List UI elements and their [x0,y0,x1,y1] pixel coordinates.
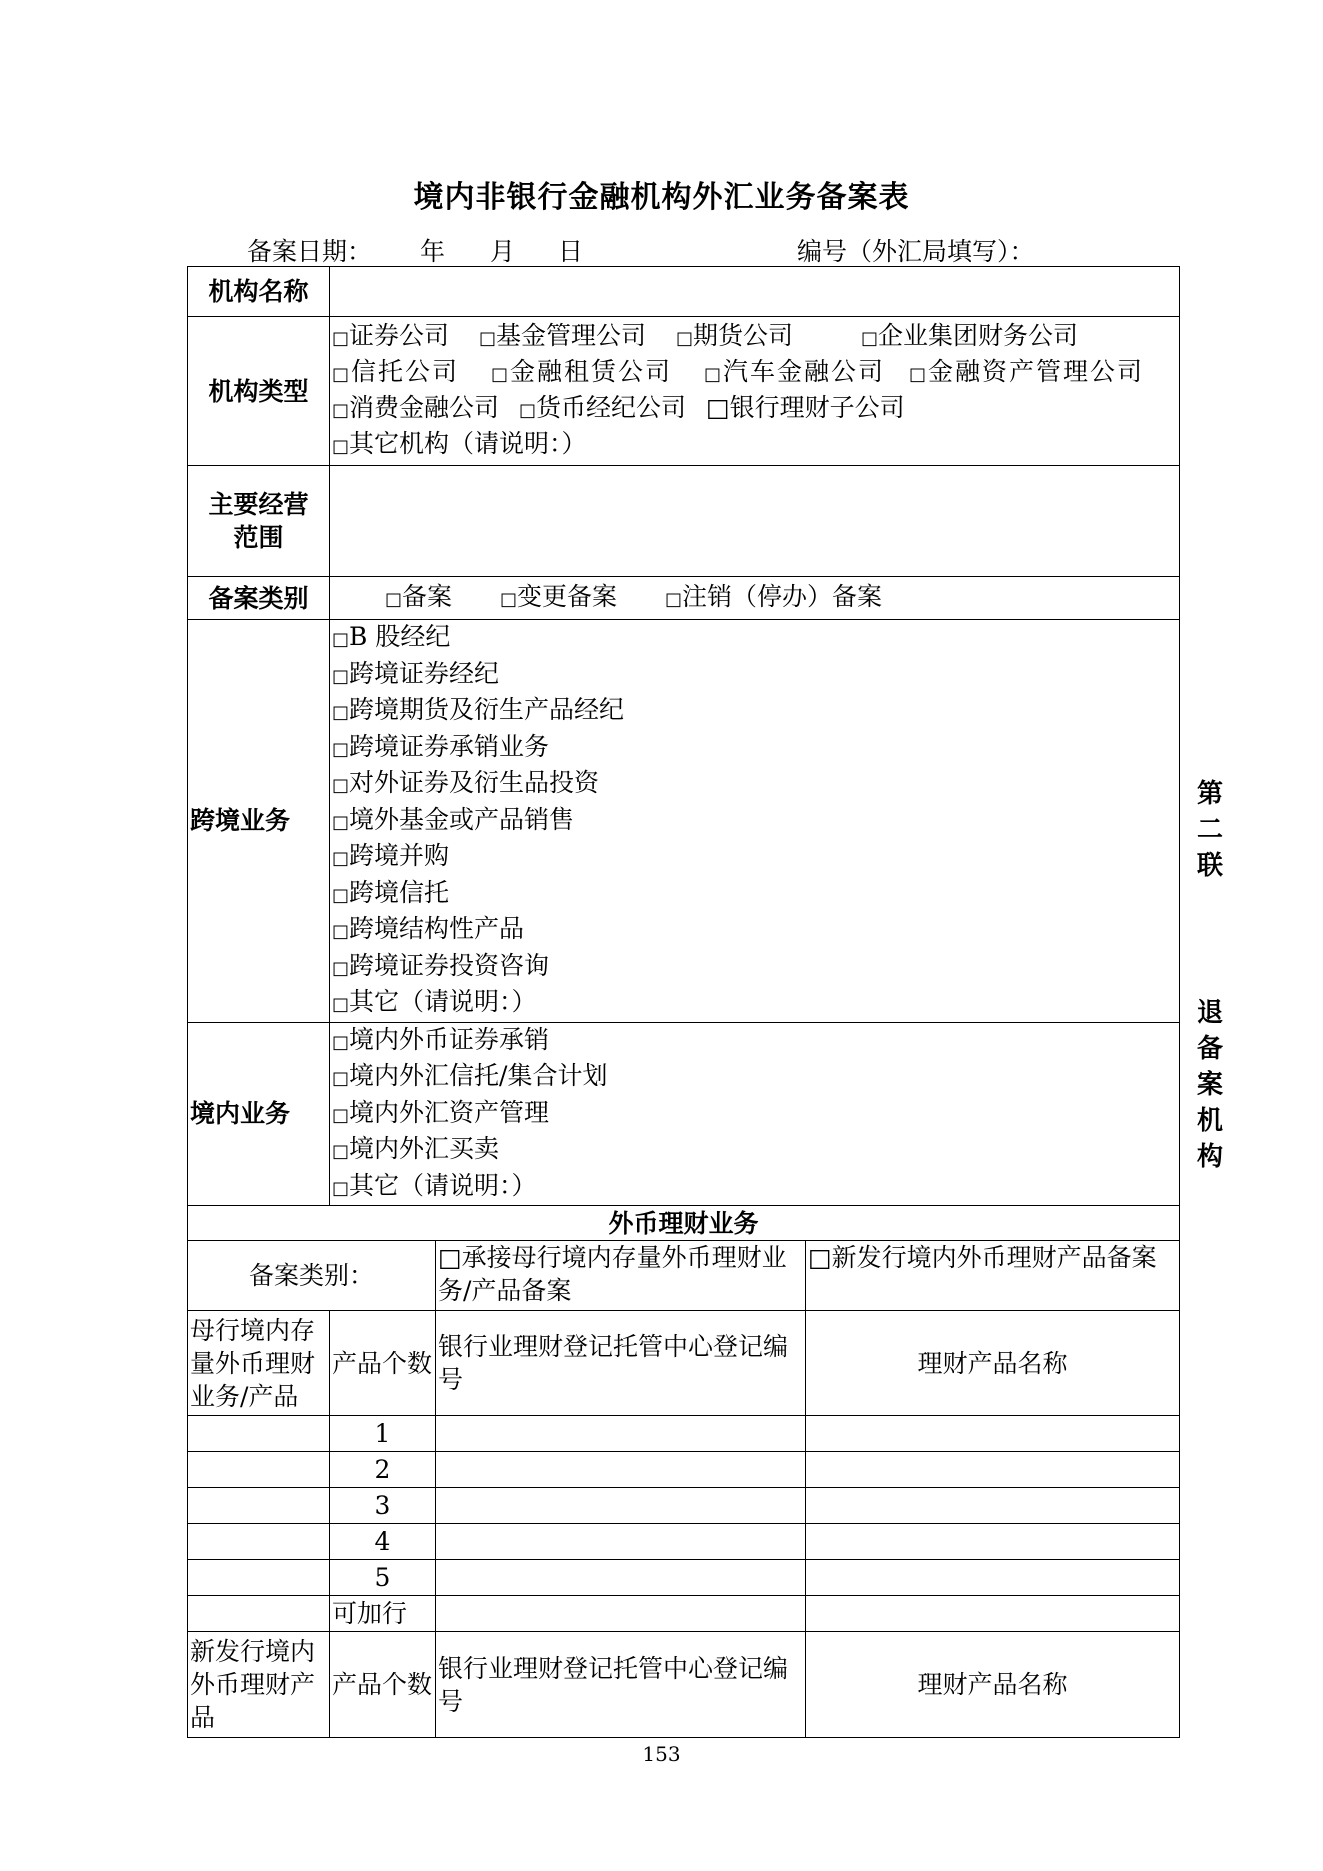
checkbox-icon: □ [908,364,928,385]
fx-filing-label: 备案类别： [188,1241,436,1311]
institution-type-row [332,355,1177,391]
institution-type-label: 机构类型 [188,317,330,466]
checkbox-icon: □ [332,921,350,942]
label-line: 范围 [233,523,284,552]
side-char: 机 [1196,1106,1223,1136]
checkbox-domestic-asset-mgmt[interactable] [332,1096,1177,1133]
option-label: 注销（停办）备案 [681,582,882,611]
checkbox-icon: □ [490,364,510,385]
option-label: 期货公司 [692,321,793,350]
checkbox-cross-trust[interactable] [332,876,1177,913]
product-name-cell[interactable] [806,1452,1180,1488]
institution-type-options [330,317,1180,466]
checkbox-icon: □ [332,1104,350,1126]
side-char: 二 [1196,815,1223,845]
add-row-label: 可加行 [330,1596,436,1632]
option-label: 跨境信托 [349,877,450,907]
table-row [188,1452,1180,1488]
checkbox-icon: □ [332,1177,350,1199]
option-label: 境内外汇信托/集合计划 [349,1061,608,1090]
row-domestic [188,1022,1180,1206]
option-label: B 股经纪 [349,622,451,651]
checkbox-cross-mna[interactable] [332,839,1177,876]
checkbox-domestic-trust[interactable] [332,1059,1177,1096]
option-label: 境内外汇买卖 [349,1134,500,1163]
institution-name-field[interactable] [330,267,1180,317]
checkbox-icon: □ [332,1068,350,1089]
institution-name-label: 机构名称 [188,267,330,317]
option-label: 对外证券及衍生品投资 [349,768,600,797]
cross-border-label: 跨境业务 [188,620,330,1023]
checkbox-inherit-parent[interactable] [436,1241,806,1311]
side-char: 备 [1196,1034,1223,1064]
institution-type-row [332,427,1177,463]
row-institution-name [188,267,1180,317]
parent-stock-label: 母行境内存量外币理财业务/产品 [188,1311,330,1416]
business-scope-field[interactable] [330,466,1180,577]
table-row [188,1416,1180,1452]
checkbox-icon: □ [332,436,350,457]
row-fx-filing-type [188,1241,1180,1311]
domestic-options [330,1022,1180,1206]
product-name-cell[interactable] [806,1596,1180,1632]
checkbox-wealth-subsidiary[interactable] [706,393,905,422]
blank-cell [188,1488,330,1524]
product-name-label: 理财产品名称 [806,1311,1180,1416]
side-label-top [1190,776,1230,884]
option-label: 承接母行境内存量外币理财业务/产品备案 [438,1243,787,1305]
checkbox-trust[interactable] [332,357,459,386]
checkbox-futures[interactable] [676,321,793,350]
side-char: 案 [1196,1070,1223,1100]
option-label: 跨境证券经纪 [349,658,500,688]
checkbox-cross-underwriting[interactable] [332,730,1177,767]
page-number: 153 [642,1742,681,1766]
business-scope-label [188,466,330,577]
checkbox-icon: □ [703,364,723,385]
form-title: 境内非银行金融机构外汇业务备案表 [413,180,910,215]
registration-number-cell[interactable] [436,1416,806,1452]
option-label: 跨境证券投资咨询 [349,950,550,980]
checkbox-icon: □ [385,589,403,610]
checkbox-money-broker[interactable] [519,393,686,422]
blank-cell [188,1416,330,1452]
side-char: 构 [1196,1142,1223,1172]
checkbox-icon: □ [332,629,350,650]
registration-number-cell[interactable] [436,1560,806,1596]
checkbox-icon: □ [332,1031,350,1053]
option-label: 跨境期货及衍生产品经纪 [349,695,625,724]
checkbox-icon: □ [332,775,350,796]
product-count-label: 产品个数 [330,1311,436,1416]
checkbox-domestic-fx-trading[interactable] [332,1132,1177,1169]
blank-cell [188,1596,330,1632]
option-label: 跨境结构性产品 [349,914,525,943]
table-row [188,1524,1180,1560]
checkbox-icon: □ [332,1141,350,1162]
row-filing-type [188,577,1180,620]
checkbox-cross-other[interactable] [332,985,1177,1022]
registration-number-cell[interactable] [436,1452,806,1488]
checkbox-icon: □ [478,328,496,349]
row-institution-type [188,317,1180,466]
institution-type-row [332,319,1177,355]
checkbox-group-finance[interactable] [861,321,1078,350]
checkbox-icon: □ [332,957,350,979]
checkbox-consumer-finance[interactable] [332,393,499,422]
option-label: 境内外币证券承销 [349,1024,550,1054]
checkbox-fund-management[interactable] [479,321,646,350]
checkbox-icon: □ [499,589,517,610]
checkbox-change-filing[interactable] [500,582,617,611]
product-name-label: 理财产品名称 [806,1632,1180,1738]
day-label: 日 [558,237,584,266]
checkbox-outbound-investment[interactable] [332,766,1177,803]
row-business-scope [188,466,1180,577]
filing-type-options [330,577,1180,620]
option-label: 跨境证券承销业务 [349,731,550,761]
checkbox-icon: □ [332,848,350,869]
checkbox-financial-leasing[interactable] [491,357,672,386]
checkbox-icon: □ [675,328,693,349]
registration-number-cell[interactable] [436,1488,806,1524]
registration-number-cell[interactable] [436,1596,806,1632]
checkbox-icon: □ [705,393,730,422]
checkbox-b-share-brokerage[interactable] [332,620,1177,657]
option-label: 基金管理公司 [496,321,647,350]
filing-type-label: 备案类别 [188,577,330,620]
checkbox-new-issue[interactable] [806,1241,1180,1311]
checkbox-cross-futures-brokerage[interactable] [332,693,1177,730]
checkbox-icon: □ [332,328,350,349]
product-name-cell[interactable] [806,1488,1180,1524]
new-issue-label: 新发行境内外币理财产品 [188,1632,330,1738]
side-char: 联 [1196,851,1223,881]
checkbox-overseas-fund-sales[interactable] [332,803,1177,840]
domestic-label: 境内业务 [188,1022,330,1206]
option-label: 其它（请说明：） [349,987,537,1016]
table-row [188,1596,1180,1632]
checkbox-domestic-other[interactable] [332,1169,1177,1206]
side-char: 第 [1196,779,1223,809]
option-label: 企业集团财务公司 [877,321,1078,350]
checkbox-icon: □ [438,1243,462,1272]
row-index: 2 [330,1452,436,1488]
row-index: 3 [330,1488,436,1524]
checkbox-icon: □ [332,702,350,723]
option-label: 其它机构（请说明：） [349,429,587,458]
table-row [188,1488,1180,1524]
year-label: 年 [420,237,446,266]
option-label: 银行理财子公司 [729,393,905,422]
registration-number-cell[interactable] [436,1524,806,1560]
product-name-cell[interactable] [806,1524,1180,1560]
option-label: 其它（请说明：） [349,1170,537,1200]
row-fx-wealth-header [188,1206,1180,1241]
row-parent-header [188,1311,1180,1416]
option-label: 境内外汇资产管理 [349,1097,550,1127]
checkbox-icon: □ [332,884,350,906]
checkbox-auto-finance[interactable] [704,357,885,386]
checkbox-cross-advisory[interactable] [332,949,1177,986]
checkbox-icon: □ [664,589,682,610]
label-line: 主要经营 [208,490,309,519]
option-label: 新发行境内外币理财产品备案 [831,1243,1157,1272]
checkbox-icon: □ [518,400,536,421]
checkbox-icon: □ [332,994,350,1015]
checkbox-icon: □ [808,1243,832,1272]
checkbox-icon: □ [860,328,878,349]
option-label: 金融资产管理公司 [927,357,1144,386]
row-index: 5 [330,1560,436,1596]
product-name-cell[interactable] [806,1416,1180,1452]
checkbox-icon: □ [332,665,350,687]
table-row [188,1560,1180,1596]
row-index: 4 [330,1524,436,1560]
checkbox-securities[interactable] [332,321,449,350]
registration-number-label: 银行业理财登记托管中心登记编号 [436,1632,806,1738]
number-label: 编号（外汇局填写）： [797,237,1035,266]
blank-cell [188,1452,330,1488]
option-label: 货币经纪公司 [536,393,687,422]
fx-wealth-header: 外币理财业务 [188,1206,1180,1241]
checkbox-asset-management[interactable] [909,357,1144,386]
checkbox-cross-structured[interactable] [332,912,1177,949]
row-new-issue-header [188,1632,1180,1738]
checkbox-cancel-filing[interactable] [665,582,882,611]
filing-date-label: 备案日期： [247,237,373,266]
registration-number-label: 银行业理财登记托管中心登记编号 [436,1311,806,1416]
side-char: 退 [1196,998,1223,1028]
cross-border-options [330,620,1180,1023]
row-cross-border [188,620,1180,1023]
option-label: 境外基金或产品销售 [349,804,575,834]
option-label: 备案 [402,582,453,611]
checkbox-icon: □ [332,811,350,833]
blank-cell [188,1524,330,1560]
checkbox-other-institution[interactable] [332,429,587,458]
row-index: 1 [330,1416,436,1452]
institution-type-row [332,391,1177,427]
month-label: 月 [490,237,516,266]
side-label-bottom [1190,995,1230,1175]
option-label: 汽车金融公司 [722,357,885,386]
option-label: 信托公司 [351,357,460,386]
checkbox-cross-securities-brokerage[interactable] [332,657,1177,694]
product-count-label: 产品个数 [330,1632,436,1738]
checkbox-icon: □ [332,738,350,760]
checkbox-icon: □ [332,400,350,421]
option-label: 变更备案 [517,582,618,611]
option-label: 证券公司 [349,321,450,350]
option-label: 跨境并购 [349,841,450,870]
filing-form-table [187,266,1180,1738]
blank-cell [188,1560,330,1596]
checkbox-icon: □ [332,364,352,385]
option-label: 金融租赁公司 [510,357,673,386]
checkbox-filing[interactable] [385,582,452,611]
checkbox-domestic-underwriting[interactable] [332,1023,1177,1060]
option-label: 消费金融公司 [349,393,500,422]
product-name-cell[interactable] [806,1560,1180,1596]
